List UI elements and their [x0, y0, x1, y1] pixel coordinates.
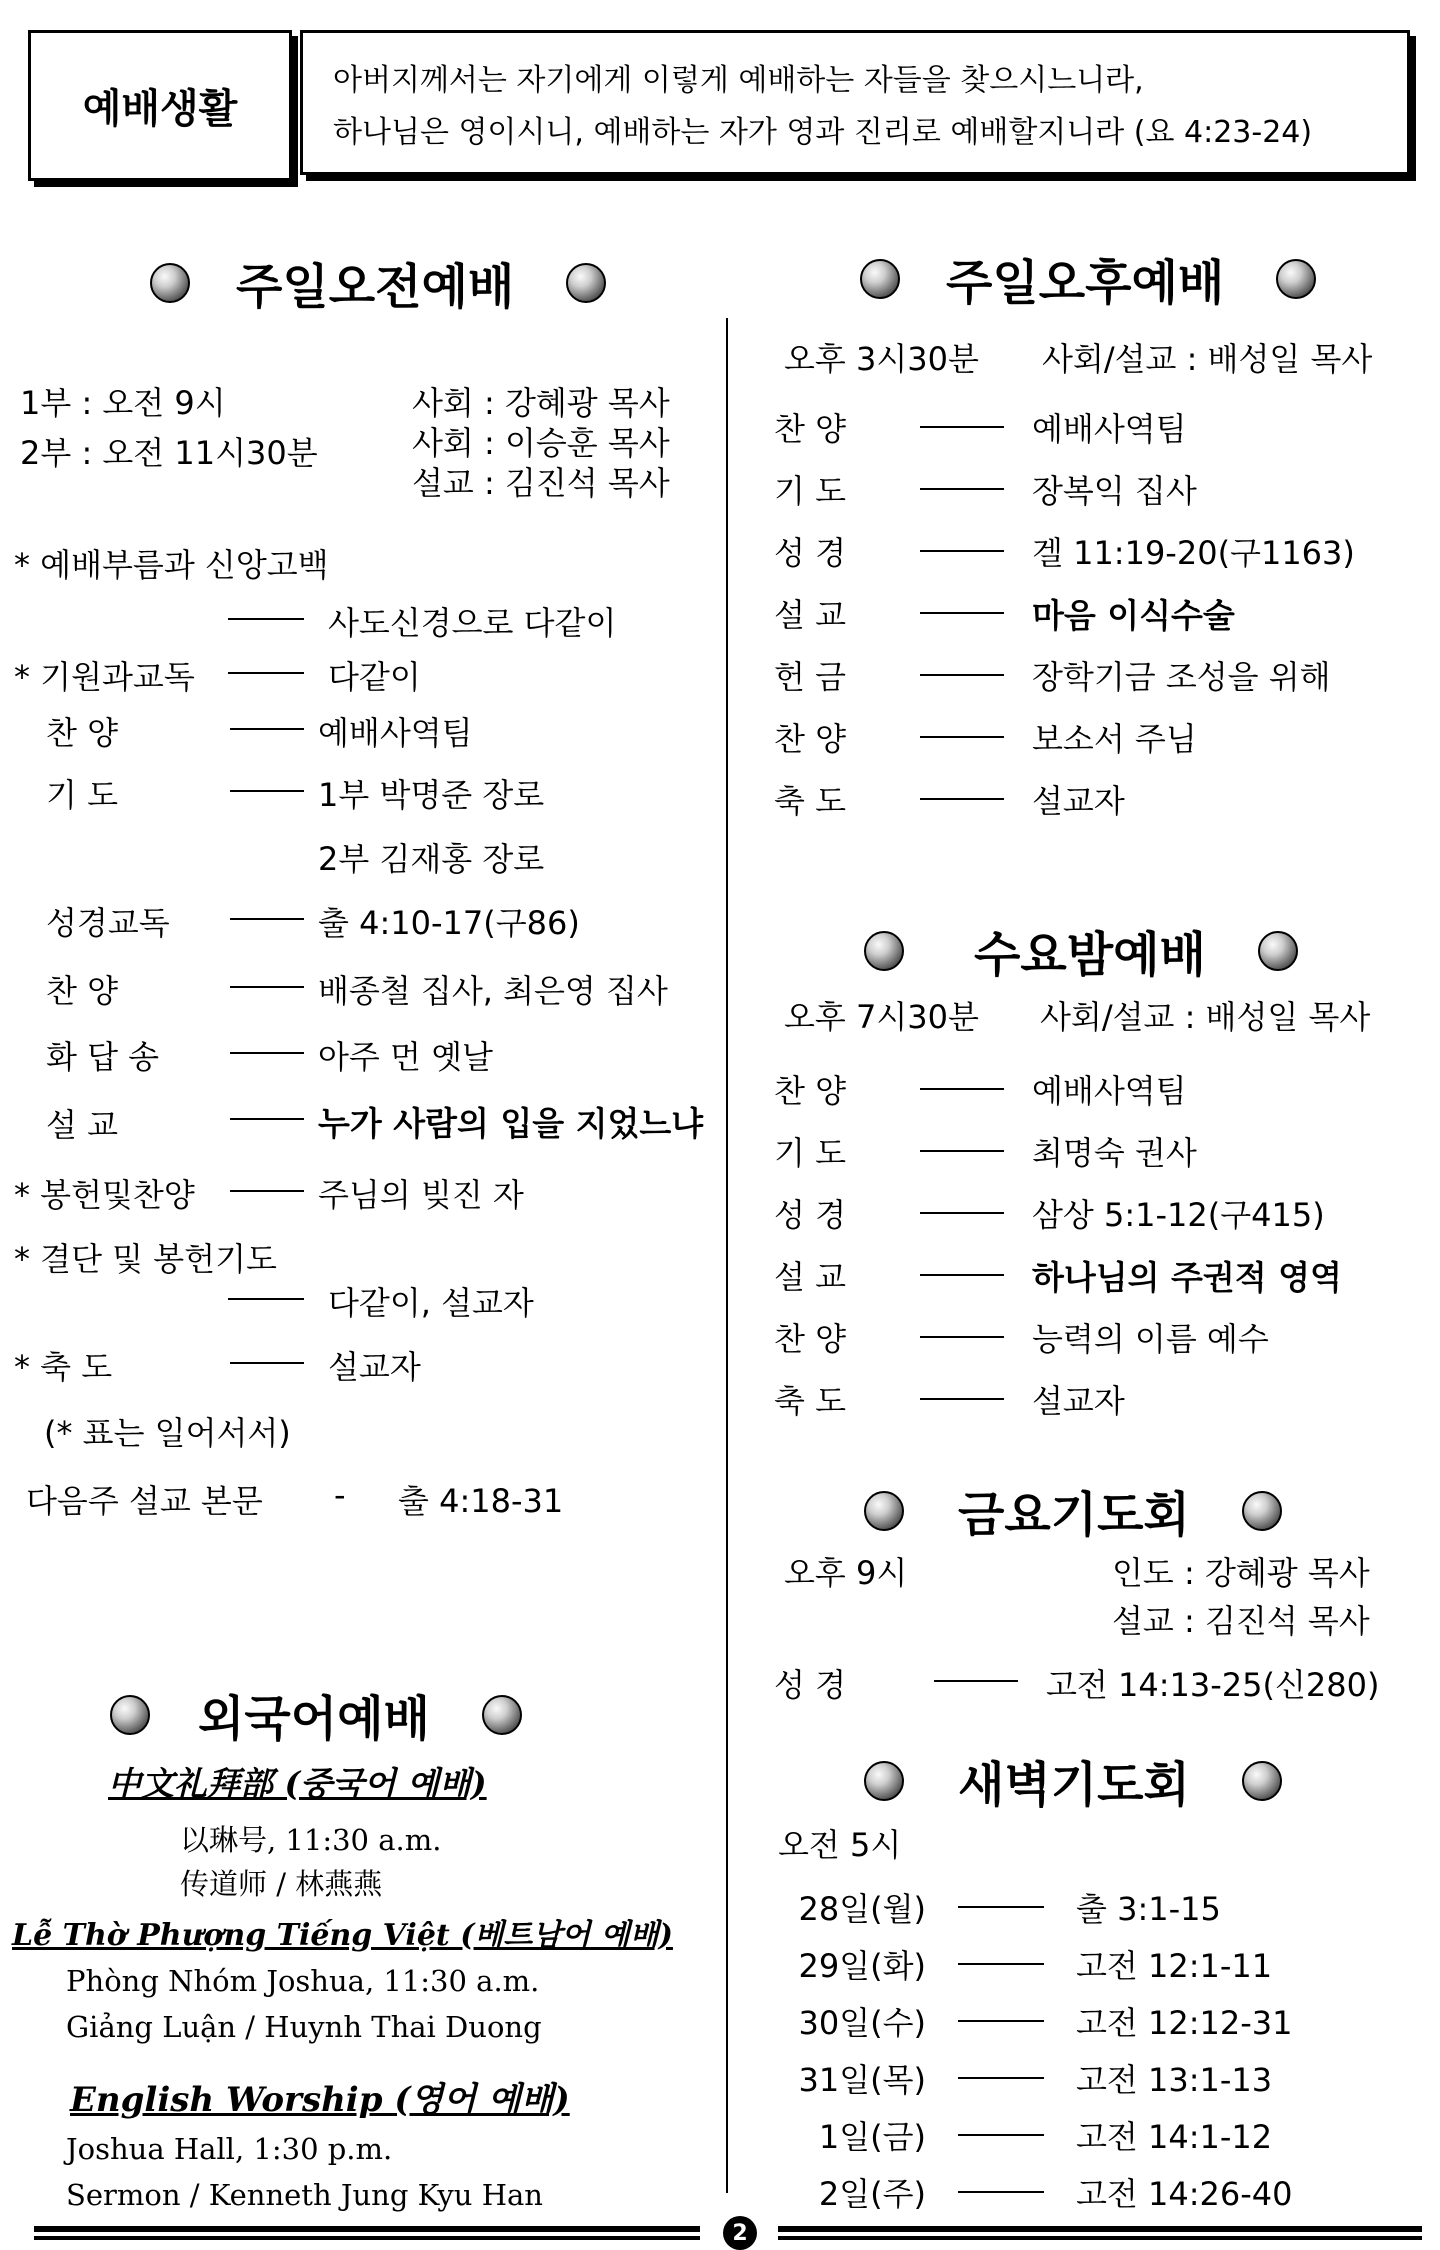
- order-label: 축 도: [774, 782, 846, 820]
- afternoon-leader: 사회/설교 : 배성일 목사: [1042, 340, 1373, 378]
- friday-preacher: 설교 : 김진석 목사: [1112, 1602, 1370, 1640]
- section-label: 예배생활: [28, 30, 292, 181]
- dawn-scripture: 고전 14:26-40: [1076, 2175, 1293, 2213]
- chinese-service-title: 中文礼拜部 (중국어 예배): [108, 1764, 487, 1803]
- order-value: 최명숙 권사: [1032, 1134, 1197, 1172]
- dash-line: [230, 918, 304, 920]
- reading-label: 성경교독: [46, 904, 170, 942]
- order-label: 찬 양: [774, 720, 846, 758]
- decision-value: 다같이, 설교자: [328, 1284, 534, 1322]
- dash-line: [920, 674, 1004, 676]
- invocation-label: * 기원과교독: [14, 658, 195, 696]
- dash-line: [920, 488, 1004, 490]
- order-label: 헌 금: [774, 658, 846, 696]
- footer-rule-right: [778, 2226, 1422, 2240]
- dash-line: [958, 2134, 1044, 2136]
- dash-line: [958, 1963, 1044, 1965]
- dash-line: [920, 1274, 1004, 1276]
- choir-value: 배종철 집사, 최은영 집사: [318, 972, 668, 1010]
- verse-line-1: 아버지께서는 자기에게 이렇게 예배하는 자들을 찾으시느니라,: [333, 63, 1144, 98]
- bullet-ball-icon: [1242, 1761, 1282, 1801]
- page-number: 2: [723, 2216, 757, 2250]
- dawn-time: 오전 5시: [778, 1826, 902, 1864]
- chinese-line-2: 传道师 / 林燕燕: [180, 1867, 383, 1901]
- order-label: 설 교: [774, 596, 846, 634]
- offering-value: 주님의 빚진 자: [318, 1176, 524, 1214]
- english-line-1: Joshua Hall, 1:30 p.m.: [66, 2132, 393, 2166]
- wednesday-title: 수요밤예배: [974, 927, 1206, 983]
- order-value: 겔 11:19-20(구1163): [1032, 534, 1355, 572]
- friday-leader: 인도 : 강혜광 목사: [1112, 1554, 1370, 1592]
- choir-label: 찬 양: [46, 972, 118, 1010]
- order-label: 찬 양: [774, 410, 846, 448]
- verse-box: [300, 30, 1410, 175]
- order-label: 성 경: [774, 1196, 846, 1234]
- order-value: 능력의 이름 예수: [1032, 1320, 1269, 1358]
- sunday-morning-title: 주일오전예배: [236, 259, 515, 315]
- dash-line: [958, 1906, 1044, 1908]
- dawn-scripture: 고전 14:1-12: [1076, 2118, 1273, 2156]
- dash-line: [920, 1088, 1004, 1090]
- friday-heading: [864, 1476, 1282, 1545]
- dash-line: [230, 1052, 304, 1054]
- sermon-title: 누가 사람의 입을 지었느냐: [318, 1104, 704, 1143]
- dash-line: [920, 1398, 1004, 1400]
- english-line-2: Sermon / Kenneth Jung Kyu Han: [66, 2178, 543, 2212]
- bullet-ball-icon: [864, 1491, 904, 1531]
- friday-title: 금요기도회: [958, 1487, 1190, 1543]
- dash-line: [958, 2020, 1044, 2022]
- order-label: 기 도: [774, 472, 846, 510]
- wednesday-heading: [864, 916, 1298, 985]
- dawn-day: 28일(월): [798, 1890, 926, 1928]
- column-divider: [726, 318, 728, 2193]
- sunday-afternoon-title: 주일오후예배: [946, 255, 1225, 311]
- service-1-time: 1부 : 오전 9시: [20, 384, 226, 422]
- prayer-label: 기 도: [46, 776, 118, 814]
- prayer-value-1: 1부 박명준 장로: [318, 776, 545, 814]
- foreign-title: 외국어예배: [198, 1691, 430, 1747]
- bullet-ball-icon: [482, 1695, 522, 1735]
- bullet-ball-icon: [1242, 1491, 1282, 1531]
- response-label: 화 답 송: [46, 1038, 160, 1076]
- order-label: 성 경: [774, 534, 846, 572]
- dash-line: [920, 1150, 1004, 1152]
- vietnamese-service-title: Lễ Thờ Phượng Tiếng Việt (베트남어 예배): [12, 1918, 673, 1953]
- service-1-leader: 사회 : 강혜광 목사: [412, 384, 670, 422]
- dawn-day: 2일(주): [818, 2175, 926, 2213]
- wednesday-leader: 사회/설교 : 배성일 목사: [1040, 998, 1371, 1036]
- dawn-day: 29일(화): [798, 1947, 926, 1985]
- dash-line: [230, 728, 304, 730]
- order-value: 장학기금 조성을 위해: [1032, 658, 1331, 696]
- dash-line: [228, 672, 304, 674]
- order-value: 예배사역팀: [1032, 1072, 1187, 1110]
- order-label: 기 도: [774, 1134, 846, 1172]
- next-sermon-value: 출 4:18-31: [398, 1482, 564, 1520]
- morning-preacher: 설교 : 김진석 목사: [412, 464, 670, 502]
- sunday-morning-heading: [150, 248, 606, 317]
- bullet-ball-icon: [110, 1695, 150, 1735]
- reading-value: 출 4:10-17(구86): [318, 904, 580, 942]
- verse-line-2: 하나님은 영이시니, 예배하는 자가 영과 진리로 예배할지니라 (요 4:23-24): [333, 115, 1313, 150]
- dawn-day: 30일(수): [798, 2004, 926, 2042]
- sunday-afternoon-heading: [860, 244, 1316, 313]
- vietnamese-line-2: Giảng Luận / Huynh Thai Duong: [66, 2010, 542, 2044]
- order-value: 장복익 집사: [1032, 472, 1197, 510]
- prayer-value-2: 2부 김재홍 장로: [318, 840, 545, 878]
- dash-line: [230, 1362, 304, 1364]
- dash-line: [920, 798, 1004, 800]
- friday-scripture-value: 고전 14:13-25(신280): [1046, 1666, 1380, 1704]
- dash-line: [920, 612, 1004, 614]
- dash-line: [230, 790, 304, 792]
- dash-line: [230, 986, 304, 988]
- dawn-heading: [864, 1746, 1282, 1815]
- dawn-scripture: 고전 13:1-13: [1076, 2061, 1273, 2099]
- bullet-ball-icon: [150, 263, 190, 303]
- dash-line: [228, 1298, 304, 1300]
- friday-scripture-label: 성 경: [774, 1666, 846, 1704]
- bullet-ball-icon: [1258, 931, 1298, 971]
- order-value: 예배사역팀: [1032, 410, 1187, 448]
- english-service-title: English Worship (영어 예배): [70, 2080, 570, 2120]
- dash-line: [228, 618, 304, 620]
- next-sermon-label: 다음주 설교 본문: [26, 1482, 263, 1520]
- dawn-scripture: 출 3:1-15: [1076, 1890, 1221, 1928]
- praise-value: 예배사역팀: [318, 714, 473, 752]
- chinese-line-1: 以琳号, 11:30 a.m.: [180, 1823, 442, 1857]
- dash-line: [230, 1190, 304, 1192]
- order-label: 축 도: [774, 1382, 846, 1420]
- wednesday-time: 오후 7시30분: [784, 998, 979, 1036]
- wednesday-sermon-title: 하나님의 주권적 영역: [1032, 1258, 1342, 1297]
- bullet-ball-icon: [1276, 259, 1316, 299]
- dawn-day: 1일(금): [818, 2118, 926, 2156]
- dash-line: [230, 1118, 304, 1120]
- dash-line: [920, 550, 1004, 552]
- afternoon-sermon-title: 마음 이식수술: [1032, 596, 1235, 635]
- dawn-scripture: 고전 12:12-31: [1076, 2004, 1293, 2042]
- sermon-label: 설 교: [46, 1106, 118, 1144]
- afternoon-time: 오후 3시30분: [784, 340, 979, 378]
- service-2-leader: 사회 : 이승훈 목사: [412, 424, 670, 462]
- benediction-label: * 축 도: [14, 1348, 113, 1386]
- order-label: 찬 양: [774, 1072, 846, 1110]
- response-value: 아주 먼 옛날: [318, 1038, 493, 1076]
- bullet-ball-icon: [566, 263, 606, 303]
- dawn-day: 31일(목): [798, 2061, 926, 2099]
- order-label: 찬 양: [774, 1320, 846, 1358]
- order-value: 보소서 주님: [1032, 720, 1197, 758]
- footer-rule-left: [34, 2226, 700, 2240]
- vietnamese-line-1: Phòng Nhóm Joshua, 11:30 a.m.: [66, 1964, 540, 1998]
- decision-label: * 결단 및 봉헌기도: [14, 1240, 277, 1278]
- invocation-value: 다같이: [328, 658, 421, 696]
- order-value: 설교자: [1032, 782, 1125, 820]
- bullet-ball-icon: [864, 931, 904, 971]
- order-value: 삼상 5:1-12(구415): [1032, 1196, 1325, 1234]
- order-label: 설 교: [774, 1258, 846, 1296]
- service-2-time: 2부 : 오전 11시30분: [20, 434, 318, 472]
- offering-label: * 봉헌및찬양: [14, 1176, 195, 1214]
- dawn-scripture: 고전 12:1-11: [1076, 1947, 1273, 1985]
- praise-label: 찬 양: [46, 714, 118, 752]
- call-to-worship-value: 사도신경으로 다같이: [328, 604, 617, 642]
- foreign-heading: [110, 1680, 522, 1749]
- order-value: 설교자: [1032, 1382, 1125, 1420]
- next-sermon-sep: -: [334, 1476, 346, 1514]
- friday-time: 오후 9시: [784, 1554, 908, 1592]
- dash-line: [920, 736, 1004, 738]
- benediction-value: 설교자: [328, 1348, 421, 1386]
- standing-note: (* 표는 일어서서): [44, 1414, 291, 1452]
- dash-line: [958, 2191, 1044, 2193]
- dash-line: [934, 1680, 1018, 1682]
- dash-line: [958, 2077, 1044, 2079]
- bullet-ball-icon: [860, 259, 900, 299]
- dash-line: [920, 1336, 1004, 1338]
- bullet-ball-icon: [864, 1761, 904, 1801]
- dash-line: [920, 1212, 1004, 1214]
- dawn-title: 새벽기도회: [958, 1757, 1190, 1813]
- call-to-worship-label: * 예배부름과 신앙고백: [14, 546, 329, 584]
- dash-line: [920, 426, 1004, 428]
